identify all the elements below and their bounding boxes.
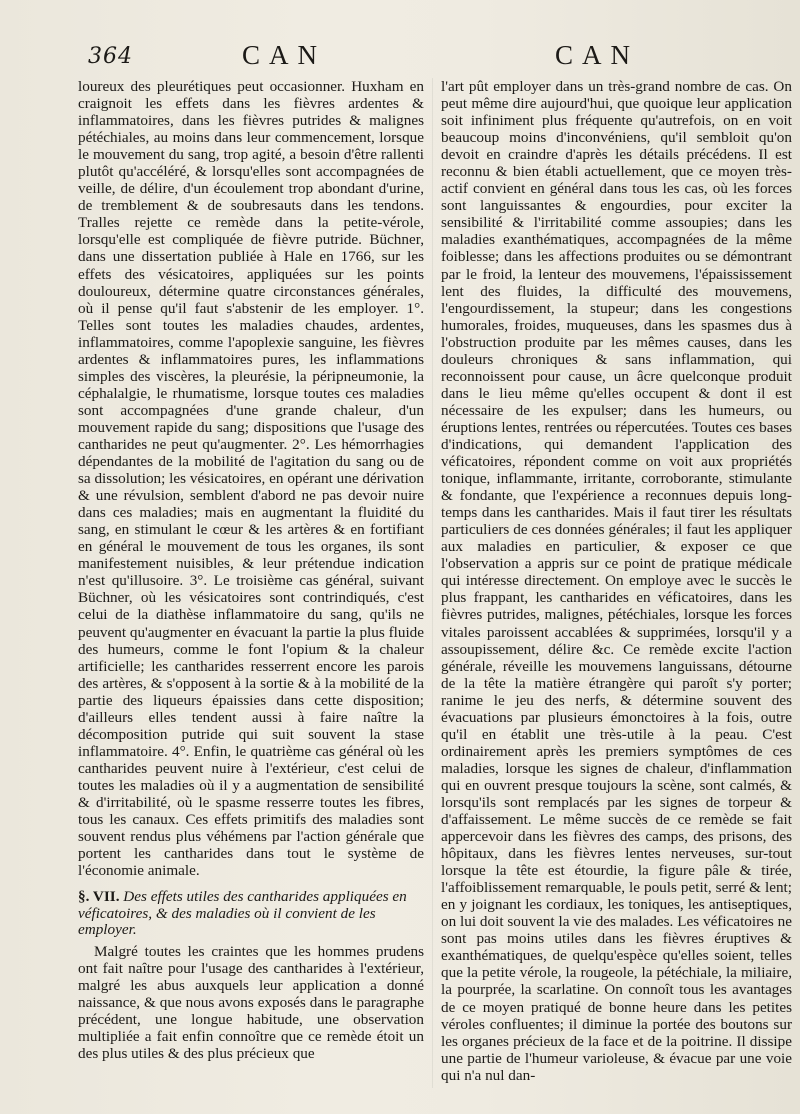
section-number: §. VII. [78,888,120,906]
section-heading [78,889,424,939]
right-running-head: CAN [555,40,640,70]
left-paragraph-1: loureux des pleurétiques peut occasionner. Huxham en craignoit les effets dans les fièvres ardentes & inflammatoires, dans les fièvres putrides & malignes pétéchiales, au moins dans leur commencement, lorsque le mouvement du sang, trop agité, a besoin d'être rallenti plutôt qu'accéléré, & lorsqu'elles sont accompagnées de veille, de délire, d'un écoulement trop abondant d'urine, de tremblement & de soubresauts dans les tendons. Tralles rejette ce remède dans la petite-vérole, lorsqu'elle est compliquée de fièvre putride. Büchner, dans une dissertation publiée à Hale en 1766, sur les effets des vésicatoires, appliquées sur les points douloureux, détermine quatre circonstances générales, où il pense qu'il faut s'abstenir de les employer. 1°. Telles sont toutes les maladies chaudes, ardentes, inflammatoires, comme l'apoplexie sanguine, les fièvres ardentes & inflammatoires pures, les inflammations simples des viscères, la pleurésie, la péripneumonie, la céphalalgie, le rhumatisme, lorsque toutes ces maladies sont accompagnées d'une grande chaleur, d'un mouvement rapide du sang; dispositions que l'usage des cantharides ne peut qu'augmenter. 2°. Les hémorrhagies dépendantes de la mobilité de l'agitation du sang ou de sa dissolution; les vésicatoires, en opérant une dérivation & une révulsion, semblent d'abord ne pas devoir nuire dans ces maladies; mais en augmentant la fluidité du sang, en stimulant le cœur & les artères & en fortifiant en général le mouvement de tous les organes, ils sont manifestement nuisibles, & leur prétendue indication n'est qu'illusoire. 3°. Le troisième cas général, suivant Büchner, où les vésicatoires sont contrindiqués, c'est celui de la diathèse inflammatoire du sang, qu'ils ne peuvent qu'augmenter en évacuant la partie la plus fluide des humeurs, comme le font l'opium & la chaleur artificielle; les cantharides resserrent encore les parois des artères, & s'opposent à la sortie & à la mobilité de la partie des liqueurs épaissies dans cette disposition; d'ailleurs elles tendent aussi à faire naître la décomposition putride qui suit souvent la stase inflammatoire. 4°. Enfin, le quatrième cas général où les cantharides peuvent nuire à l'extérieur, c'est celui de toutes les maladies où il y a augmentation de sensibilité & d'irritabilité, où le spasme resserre toutes les fibres, tous les canaux. Ces effets primitifs des maladies sont souvent rendus plus véhémens par l'action générale que portent les cantharides dans tout le système de l'économie animale. [78,78,425,880]
page-header [0,38,800,78]
left-running-head: CAN [242,40,327,70]
column-divider [432,78,433,1088]
page-number: 364 [88,44,133,69]
left-paragraph-2: Malgré toutes les craintes que les hommes prudens ont fait naître pour l'usage des cantharides à l'extérieur, malgré les abus auxquels leur application a donné naissance, & que nous avons exposés dans le paragraphe précédent, une longue habitude, une observation multipliée a fait enfin connoître que ce remède étoit un des plus utiles & des plus précieux que [78,942,424,1062]
right-column [441,78,792,1084]
right-paragraph-1: l'art pût employer dans un très-grand nombre de cas. On peut même dire aujourd'hui, que quoique leur application soit infiniment plus fréquente qu'autrefois, on en voit beaucoup moins d'inconvéniens, qu'il sembloit qu'on devoit en craindre d'après les détails précédens. Il est reconnu & bien établi actuellement, que ce moyen très-actif convient en général dans tous les cas, où les forces sont languissantes & engourdies, pour exciter la sensibilité & l'irritabilité comme assoupies; dans les maladies exanthématiques, accompagnées de la même foiblesse; dans les affections produites ou se démontrant par le froid, la lenteur des mouvemens, l'épaississement lent des fluides, la difficulté des mouvemens, l'engourdissement, la stupeur; dans les congestions humorales, froides, muqueuses, dans les spasmes dus à l'obstruction produite par les mêmes causes, dans les douleurs chroniques & sans inflammation, qui reconnoissent pour cause, un âcre quelconque produit dans le lieu même qu'elles occupent & dont il est nécessaire de les expulser; dans les humeurs, ou éruptions lentes, rentrées ou répercutées. Toutes ces bases d'indications, qui demandent l'application des véficatoires, répondent comme on voit aux propriétés tonique, inflammante, irritante, corroborante, stimulante & fondante, que l'expérience a reconnues depuis long-temps dans les cantharides. Mais il faut tirer les résultats particuliers de ces données générales; il faut les appliquer aux maladies en particulier, & exposer ce que l'observation a appris sur ce point de pratique médicale qui intéresse directement. On employe avec le succès le plus frappant, les cantharides en véficatoires, dans les fièvres putrides, malignes, pétéchiales, lorsque les forces vitales paroissent accablées & supprimées, lorsqu'il y a assoupissement, délire &c. Ce remède excite l'action générale, réveille les mouvemens languissans, détourne de la tête la matière étrangère qui paroît s'y porter; ranime le jeu des nerfs, & détermine souvent des évacuations par plusieurs émonctoires à la fois, outre qu'il en établit une très-utile à la peau. C'est ordinairement après les premiers symptômes de ces maladies, lorsque les signes de chaleur, d'inflammation qui en ouvrent presque toujours la scène, sont calmés, & lorsqu'ils sont remplacés par les signes de torpeur & d'affaissement. Le même succès de ce remède se fait appercevoir dans les fièvres des camps, des prisons, des hôpitaux, dans les fièvres lentes nerveuses, sur-tout lorsque la tête est étourdie, la figure pâle & tirée, l'affoiblissement remarquable, le pouls petit, serré & lent; en y joignant les cordiaux, les toniques, les antiseptiques, on lui doit souvent la vie des malades. Les véficatoires ne sont pas moins utiles dans les fièvres éruptives & exanthématiques, de quelqu'espèce qu'elles soient, telles que la petite vérole, la rougeole, la pétéchiale, la miliaire, la pourprée, la scarlatine. On connoît tous les avantages de ce moyen pratiqué de bonne heure dans les petites véroles confluentes; il diminue la portée des boutons sur les organes précieux de la face et de la poitrine. Il dissipe une partie de l'humeur varioleuse, & évacue par une voie qui n'a nul dan- [441,78,792,1084]
section-title: Des effets utiles des cantharides appliquées en véficatoires, & des maladies où il convient de les employer. [78,888,407,939]
left-column [78,78,424,1062]
